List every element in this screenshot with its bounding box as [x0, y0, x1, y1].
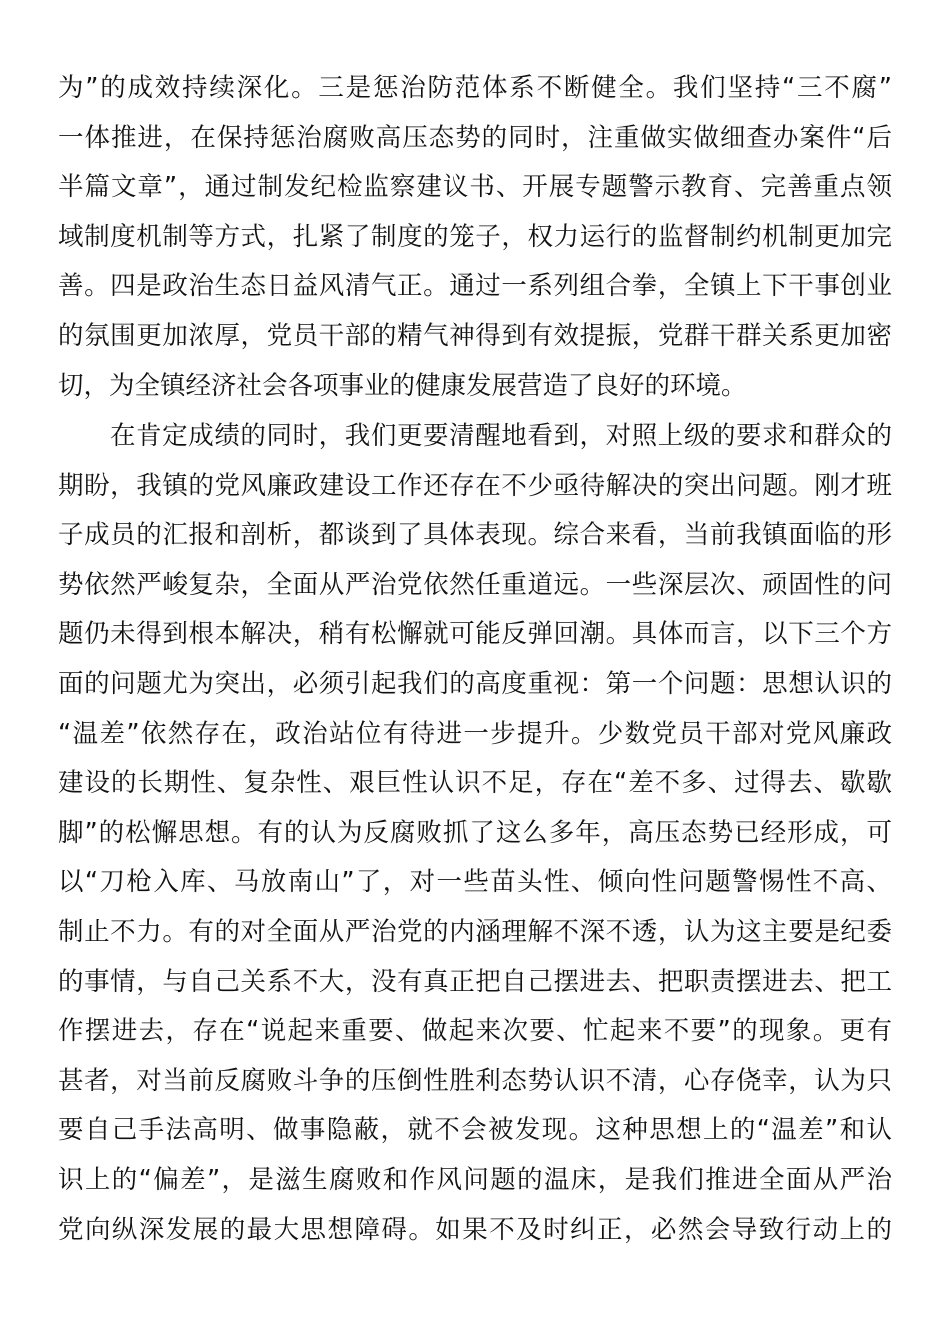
text-line: 子成员的汇报和剖析，都谈到了具体表现。综合来看，当前我镇面临的形	[58, 520, 892, 551]
text-line: 的事情，与自己关系不大，没有真正把自己摆进去、把职责摆进去、把工	[58, 966, 892, 997]
text-line: 为”的成效持续深化。三是惩治防范体系不断健全。我们坚持“三不腐”	[58, 73, 892, 103]
text-line: 作摆进去，存在“说起来重要、做起来次要、忙起来不要”的现象。更有	[58, 1016, 892, 1047]
text-line: 在肯定成绩的同时，我们更要清醒地看到，对照上级的要求和群众的	[110, 421, 892, 451]
text-line: 要自己手法高明、做事隐蔽，就不会被发现。这种思想上的“温差”和认	[58, 1115, 892, 1146]
text-line: 一体推进，在保持惩治腐败高压态势的同时，注重做实做细查办案件“后	[58, 122, 892, 153]
text-line: 识上的“偏差”，是滋生腐败和作风问题的温床，是我们推进全面从严治	[58, 1164, 892, 1195]
text-line: 的氛围更加浓厚，党员干部的精气神得到有效提振，党群干群关系更加密	[58, 320, 892, 351]
paragraph-2	[58, 412, 892, 1255]
text-line: 切，为全镇经济社会各项事业的健康发展营造了良好的环境。	[58, 370, 747, 401]
paragraph-1	[58, 64, 892, 411]
text-line: 以“刀枪入库、马放南山”了，对一些苗头性、倾向性问题警惕性不高、	[58, 867, 892, 898]
text-line: 脚”的松懈思想。有的认为反腐败抓了这么多年，高压态势已经形成，可	[58, 817, 892, 848]
text-line: 善。四是政治生态日益风清气正。通过一系列组合拳，全镇上下干事创业	[58, 271, 892, 302]
text-line: 半篇文章”，通过制发纪检监察建议书、开展专题警示教育、完善重点领	[58, 172, 892, 203]
text-line: 制止不力。有的对全面从严治党的内涵理解不深不透，认为这主要是纪委	[58, 916, 892, 947]
text-line: 建设的长期性、复杂性、艰巨性认识不足，存在“差不多、过得去、歇歇	[58, 768, 892, 799]
text-line: 期盼，我镇的党风廉政建设工作还存在不少亟待解决的突出问题。刚才班	[58, 470, 892, 501]
text-line: “温差”依然存在，政治站位有待进一步提升。少数党员干部对党风廉政	[58, 718, 892, 749]
text-line: 党向纵深发展的最大思想障碍。如果不及时纠正，必然会导致行动上的	[58, 1214, 892, 1245]
text-line: 题仍未得到根本解决，稍有松懈就可能反弹回潮。具体而言，以下三个方	[58, 619, 892, 650]
text-line: 域制度机制等方式，扎紧了制度的笼子，权力运行的监督制约机制更加完	[58, 221, 892, 252]
text-line: 势依然严峻复杂，全面从严治党依然任重道远。一些深层次、顽固性的问	[58, 569, 892, 600]
text-line: 面的问题尤为突出，必须引起我们的高度重视：第一个问题：思想认识的	[58, 668, 892, 699]
text-line: 甚者，对当前反腐败斗争的压倒性胜利态势认识不清，心存侥幸，认为只	[58, 1065, 892, 1096]
